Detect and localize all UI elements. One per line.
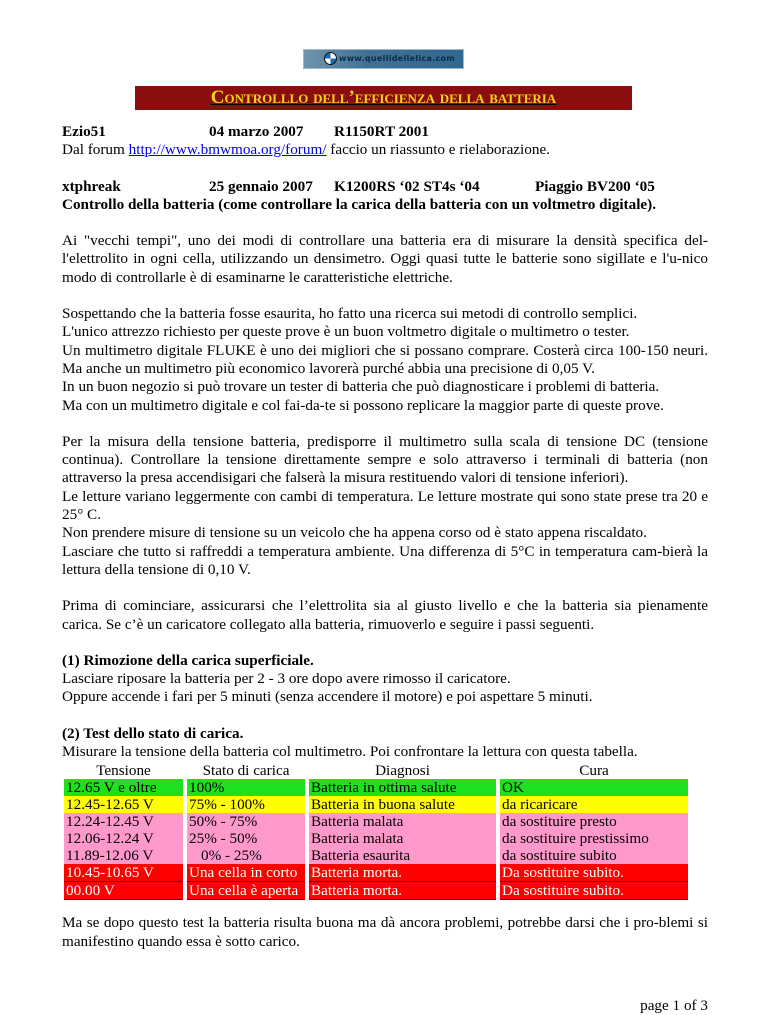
table-row [64, 847, 688, 864]
table-cell: 0% - 25% [187, 847, 305, 864]
column-header: Stato di carica [202, 762, 290, 780]
table-cell: Da sostituire subito. [500, 882, 688, 900]
table-cell: 12.65 V e oltre [64, 779, 183, 796]
table-cell: 10.45-10.65 V [64, 864, 183, 882]
table-cell: 100% [187, 779, 305, 796]
table-cell: 12.24-12.45 V [64, 813, 183, 830]
page-number: page 1 of 3 [640, 996, 708, 1014]
table-cell: da sostituire subito [500, 847, 688, 864]
bmw-logo-icon [324, 52, 337, 65]
step-1 [62, 652, 708, 707]
table-row [64, 830, 688, 847]
table-row [64, 882, 688, 900]
table-cell: da ricaricare [500, 796, 688, 813]
bike: K1200RS ‘02 ST4s ‘04 [334, 177, 480, 195]
line: Non prendere misure di tensione su un veicolo che ha appena corso od è stato appena riscaldato. [62, 524, 647, 542]
table-cell: 25% - 50% [187, 830, 305, 847]
table-cell: da sostituire presto [500, 813, 688, 830]
table-row [64, 864, 688, 882]
author: xtphreak [62, 177, 121, 195]
table-cell: Batteria morta. [309, 882, 496, 900]
forum-link[interactable]: http://www.bmwmoa.org/forum/ [128, 141, 327, 159]
line: In un buon negozio si può trovare un tester di batteria che può diagnosticare i problemi di batteria. [62, 378, 660, 396]
line: Oppure accende i fari per 5 minuti (senza accendere il motore) e poi aspettare 5 minuti. [62, 688, 593, 706]
line: Per la misura della tensione batteria, predisporre il multimetro sulla scala di tensione DC (tensione continua). Controllare la tensione direttamente sempre e solo attraverso i terminali di batteria (non attraverso la presa accendisigari che falserà la misura restituendo valori di tensione inferiori). [62, 432, 708, 487]
table-cell: Batteria esaurita [309, 847, 496, 864]
table-cell: Batteria morta. [309, 864, 496, 882]
paragraph-4: Prima di cominciare, assicurarsi che l’elettrolita sia al giusto livello e che la batteria sia pienamente carica. Se c’è un caricatore collegato alla batteria, rimuoverlo e seguire i passi seguenti. [62, 597, 708, 633]
bike: R1150RT 2001 [334, 123, 429, 140]
line: Misurare la tensione della batteria col multimetro. Poi confrontare la lettura con questa tabella. [62, 743, 638, 761]
table-cell: Batteria malata [309, 813, 496, 830]
text: Dal forum [62, 141, 125, 159]
line: Ma con un multimetro digitale e col fai-da-te si possono replicare la maggior parte di queste prove. [62, 396, 664, 414]
table-cell: Una cella è aperta [187, 882, 305, 900]
text: faccio un riassunto e rielaborazione. [330, 141, 550, 159]
table-cell: 12.45-12.65 V [64, 796, 183, 813]
table-cell: Una cella in corto [187, 864, 305, 882]
column-header: Cura [579, 762, 609, 780]
date: 25 gennaio 2007 [209, 177, 313, 195]
column-header: Tensione [96, 762, 151, 780]
table-cell: 50% - 75% [187, 813, 305, 830]
line: Un multimetro digitale FLUKE è uno dei migliori che si possano comprare. Costerà circa 100-150 neuri. Ma anche un multimetro più economico lavorerà purché abbia una precisione di 0,05 V. [62, 341, 708, 377]
table-cell: 00.00 V [64, 882, 183, 900]
voltage-table [60, 762, 692, 900]
table-cell: 12.06-12.24 V [64, 830, 183, 847]
line: Lasciare che tutto si raffreddi a temperatura ambiente. Una differenza di 5°C in temperatura cam-bierà la lettura della tensione di 0,10 V. [62, 542, 708, 578]
table-cell: 75% - 100% [187, 796, 305, 813]
header-ezio [62, 123, 708, 160]
table-row [64, 779, 688, 796]
table-cell: Batteria in ottima salute [309, 779, 496, 796]
table-cell: OK [500, 779, 688, 796]
line: Sospettando che la batteria fosse esaurita, ho fatto una ricerca sui metodi di controllo semplici. [62, 305, 638, 323]
document-body [62, 123, 708, 1015]
header-xtphreak [62, 178, 708, 215]
table-cell: 11.89-12.06 V [64, 847, 183, 864]
line: Le letture variano leggermente con cambi di temperatura. Le letture mostrate qui sono state prese tra 20 e 25° C. [62, 487, 708, 524]
table-cell: Da sostituire subito. [500, 864, 688, 882]
step-heading: (2) Test dello stato di carica. [62, 724, 244, 742]
bike: Piaggio BV200 ‘05 [535, 177, 655, 195]
site-logo[interactable]: www.quellidellelica.com [303, 49, 464, 69]
paragraph-1: Ai "vecchi tempi", uno dei modi di controllare una batteria era di misurare la densità specifica del-l'elettrolito in ogni cella, utilizzando un densimetro. Oggi quasi tutte le batterie sono sigillate e l'u-nico modo di controllarle è di esaminarne le caratteristiche elettriche. [62, 232, 708, 286]
paragraph-2 [62, 305, 708, 415]
line: L'unico attrezzo richiesto per queste prove è un buon voltmetro digitale o multimetro o tester. [62, 323, 630, 341]
author: Ezio51 [62, 123, 106, 140]
date: 04 marzo 2007 [209, 123, 304, 140]
table-row [64, 796, 688, 813]
table-cell: da sostituire prestissimo [500, 830, 688, 847]
paragraph-3 [62, 433, 708, 579]
table-cell: Batteria malata [309, 830, 496, 847]
step-heading: (1) Rimozione della carica superficiale. [62, 651, 314, 669]
document-title: Controlllo dell’efficienza della batteria [135, 86, 632, 110]
step-2 [62, 725, 708, 762]
line: Lasciare riposare la batteria per 2 - 3 ore dopo avere rimosso il caricatore. [62, 670, 511, 688]
table-cell: Batteria in buona salute [309, 796, 496, 813]
closing-paragraph: Ma se dopo questo test la batteria risulta buona ma dà ancora problemi, potrebbe darsi che i pro-blemi si manifestino quando essa è sotto carico. [62, 914, 708, 950]
table-row [64, 813, 688, 830]
subtitle: Controllo della batteria (come controllare la carica della batteria con un voltmetro digitale). [62, 195, 657, 213]
column-header: Diagnosi [375, 762, 430, 780]
